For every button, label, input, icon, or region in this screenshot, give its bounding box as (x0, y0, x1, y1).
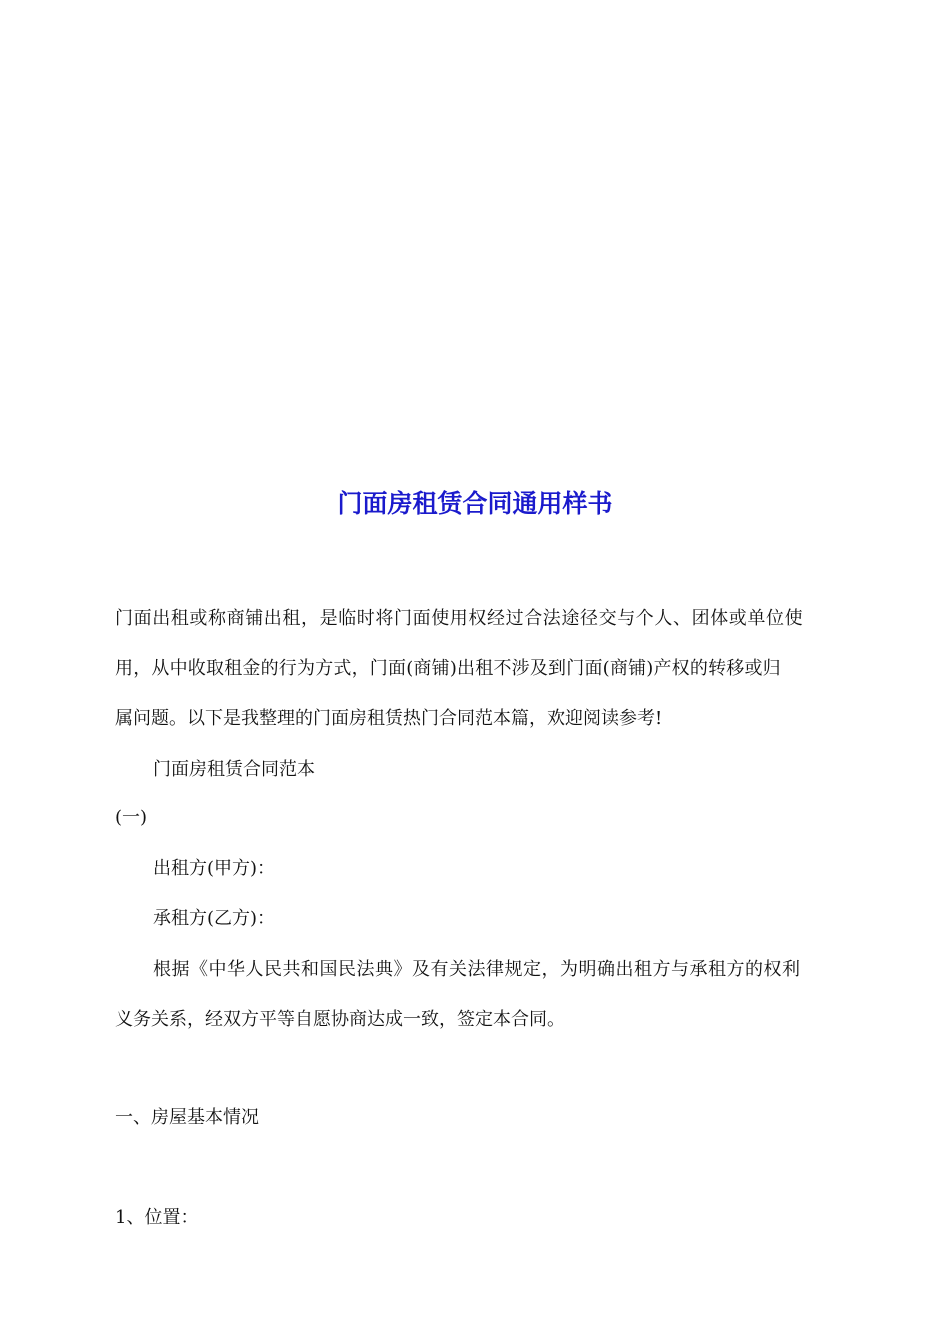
intro-line-1: 门面出租或称商铺出租，是临时将门面使用权经过合法途径交与个人、团体或单位使 (115, 608, 804, 629)
section-heading-1: 一、房屋基本情况 (115, 1107, 259, 1128)
sample-number: (一) (115, 807, 148, 828)
intro-line-3: 属问题。以下是我整理的门面房租赁热门合同范本篇，欢迎阅读参考! (115, 708, 663, 729)
intro-line-2: 用，从中收取租金的行为方式，门面(商铺)出租不涉及到门面(商铺)产权的转移或归 (115, 658, 781, 679)
lessor-label: 出租方(甲方)： (153, 858, 276, 879)
basis-line-2: 义务关系，经双方平等自愿协商达成一致，签定本合同。 (115, 1009, 565, 1030)
document-title: 门面房租赁合同通用样书 (337, 489, 613, 518)
lessee-label: 承租方(乙方)： (153, 908, 276, 929)
sample-heading: 门面房租赁合同范本 (153, 759, 315, 780)
item-1-location: 1、位置： (115, 1207, 199, 1228)
basis-line-1: 根据《中华人民共和国民法典》及有关法律规定，为明确出租方与承租方的权利 (153, 959, 801, 980)
